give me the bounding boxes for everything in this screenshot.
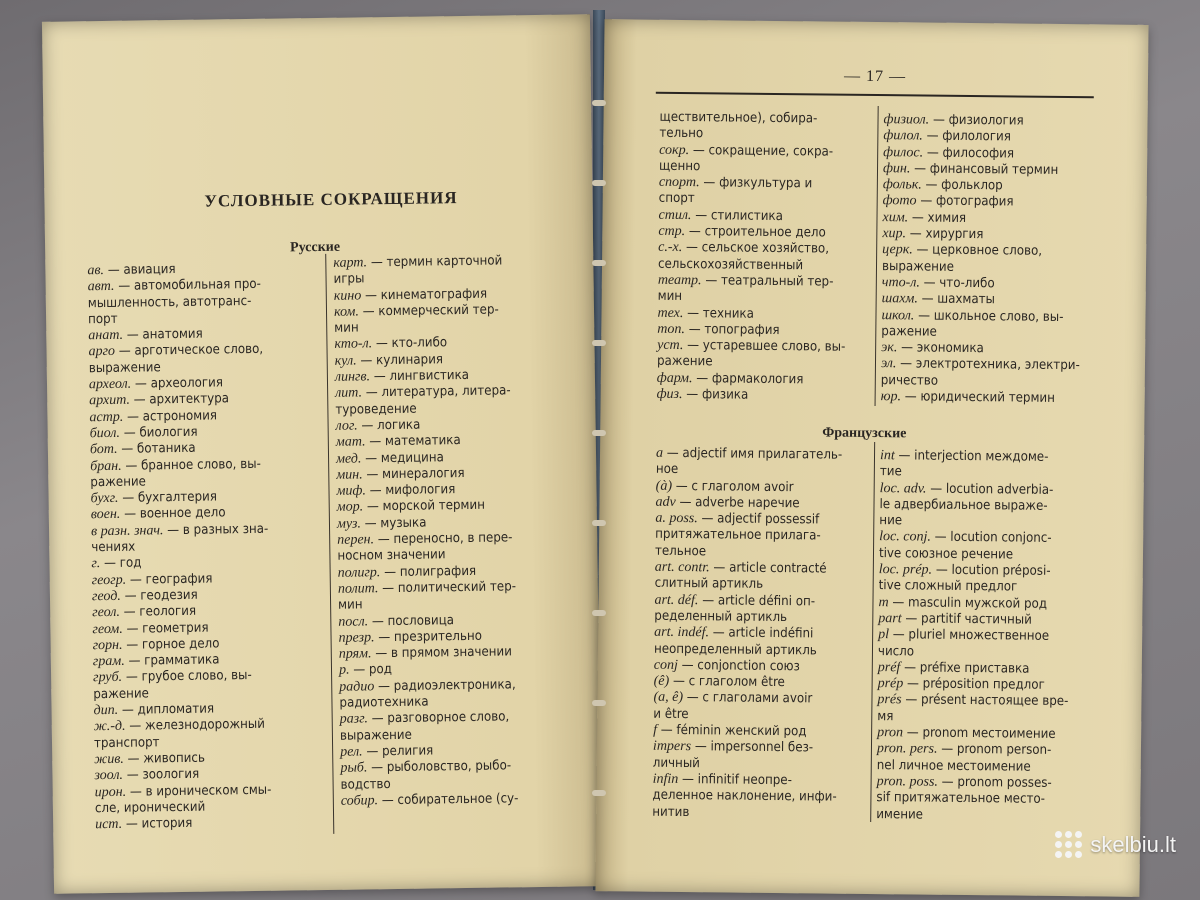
abbreviation-definition: притяжательное прилага- <box>655 527 821 544</box>
abbreviation-term: part <box>878 611 902 627</box>
abbreviation-definition: — pronom posses- <box>941 774 1052 791</box>
abbreviation-term: геод. <box>91 588 121 605</box>
abbreviation-definition: — préfixe приставка <box>904 660 1030 677</box>
abbreviation-definition: слитный артикль <box>654 576 764 593</box>
abbreviation-definition: — филология <box>926 128 1011 145</box>
abbreviation-term: презр. <box>338 630 375 646</box>
abbreviation-term: зоол. <box>94 768 124 784</box>
abbreviation-term: (a, ê) <box>653 690 684 706</box>
abbreviation-term: филос. <box>883 144 924 161</box>
abbreviation-term: астр. <box>89 409 124 425</box>
abbreviation-definition: деленное наклонение, инфи- <box>652 787 837 805</box>
abbreviation-term: (ê) <box>653 673 670 690</box>
abbreviation-definition: — ботаника <box>121 441 196 458</box>
abbreviation-term: бухг. <box>90 491 119 507</box>
abbreviation-definition: — собирательное (су- <box>381 791 519 808</box>
abbreviation-definition: — церковное слово, <box>916 242 1043 260</box>
abbreviation-entry <box>341 790 581 810</box>
abbreviation-definition: — род <box>353 662 393 679</box>
abbreviation-term: int <box>879 448 895 464</box>
abbreviation-term: хир. <box>882 226 907 242</box>
abbreviation-term: art. indéf. <box>654 624 710 641</box>
abbreviation-term: ж.-д. <box>93 719 126 735</box>
abbreviation-definition: — горное дело <box>126 636 220 653</box>
abbreviation-definition: — féminin женский род <box>660 722 807 740</box>
abbreviation-definition: — locution préposi- <box>935 562 1051 579</box>
abbreviation-definition: — interjection междоме- <box>898 448 1049 465</box>
binding-stitch <box>592 700 606 706</box>
abbreviation-term: фин. <box>882 160 911 177</box>
abbreviations-column <box>881 112 1094 408</box>
abbreviation-definition: — рыболовство, рыбо- <box>371 758 512 776</box>
abbreviation-term: театр. <box>657 272 702 289</box>
section-title-french: Французские <box>822 425 907 442</box>
abbreviation-definition: ражение <box>90 474 147 491</box>
abbreviation-definition: ражение <box>656 354 713 370</box>
abbreviation-definition: — фотография <box>920 193 1014 210</box>
abbreviation-term: рыб. <box>340 760 368 776</box>
binding-stitch <box>592 340 606 346</box>
abbreviation-definition: — литература, литера- <box>365 383 511 401</box>
abbreviation-definition: — медицина <box>365 449 444 466</box>
abbreviation-term: pl <box>878 627 890 643</box>
abbreviation-term: топ. <box>657 321 686 337</box>
abbreviation-definition: — кто-либо <box>375 335 448 352</box>
abbreviation-term: муз. <box>336 516 362 532</box>
abbreviation-term: хим. <box>882 209 909 226</box>
abbreviation-definition: — хирургия <box>909 226 984 243</box>
abbreviation-definition: тельное <box>654 543 707 560</box>
abbreviation-definition: — минералогия <box>366 465 465 483</box>
abbreviation-definition: ределенный артикль <box>654 608 788 626</box>
abbreviation-term: посл. <box>338 613 369 630</box>
abbreviation-definition: — с глаголом avoir <box>675 478 794 495</box>
abbreviation-definition: радиотехника <box>339 694 429 711</box>
abbreviation-definition: — политический тер- <box>382 579 517 597</box>
abbreviation-term: собир. <box>340 793 379 809</box>
abbreviation-term: ком. <box>333 304 360 320</box>
abbreviation-entry <box>877 693 1087 711</box>
abbreviation-definition: — infinitif неопре- <box>681 771 792 789</box>
abbreviation-definition: — impersonnel без- <box>694 739 814 756</box>
abbreviations-column <box>333 252 581 809</box>
abbreviation-definition: и être <box>653 706 689 722</box>
abbreviation-term: что-л. <box>881 275 920 291</box>
abbreviation-definition: — мифология <box>369 482 456 499</box>
abbreviation-term: фото <box>882 193 917 209</box>
abbreviation-term: a. poss. <box>655 510 698 527</box>
abbreviation-definition: — pronom person- <box>941 742 1052 759</box>
abbreviation-definition: — физика <box>686 387 749 403</box>
left-page <box>42 14 602 894</box>
abbreviation-definition: тельно <box>659 126 704 142</box>
abbreviation-term: юр. <box>880 389 902 405</box>
abbreviation-term: ирон. <box>94 784 127 800</box>
abbreviation-term: дип. <box>93 702 119 719</box>
abbreviations-column <box>652 446 868 823</box>
abbreviation-term: полит. <box>337 581 379 597</box>
abbreviation-definition: — бранное слово, вы- <box>125 456 261 474</box>
abbreviation-definition: — юридический термин <box>904 389 1055 406</box>
abbreviation-definition: ричество <box>880 372 939 389</box>
abbreviation-term: физ. <box>656 386 683 403</box>
abbreviation-definition: — adverbe наречие <box>679 494 800 512</box>
abbreviation-definition: tive союзное речение <box>878 545 1014 563</box>
abbreviation-term: impers <box>652 739 692 755</box>
abbreviation-definition: — locution adverbia- <box>930 481 1054 498</box>
abbreviation-definition: — строительное дело <box>688 224 826 241</box>
abbreviation-term: лог. <box>335 418 358 434</box>
abbreviation-term: pron. pers. <box>876 741 938 758</box>
abbreviation-term: conj <box>653 657 679 673</box>
abbreviation-definition: — полиграфия <box>384 563 477 580</box>
abbreviation-term: бран. <box>90 458 122 474</box>
abbreviation-term: шахм. <box>881 291 918 307</box>
abbreviation-term: г. <box>91 556 101 572</box>
abbreviation-definition: спорт <box>658 191 695 207</box>
abbreviation-definition: — pronom местоимение <box>906 725 1056 742</box>
abbreviation-definition: — живопись <box>127 750 205 767</box>
abbreviation-definition: — математика <box>369 433 461 450</box>
abbreviation-definition: ражение <box>93 686 150 702</box>
abbreviation-term: préf <box>877 659 901 676</box>
column-divider <box>325 254 334 834</box>
abbreviation-definition: — музыка <box>364 515 427 532</box>
abbreviation-definition: le адвербиальное выраже- <box>879 496 1048 514</box>
abbreviation-term: церк. <box>882 242 913 258</box>
abbreviation-term: авт. <box>87 279 115 295</box>
abbreviation-entry <box>881 389 1091 407</box>
binding-stitch <box>592 180 606 186</box>
abbreviation-definition: — в прямом значении <box>375 644 513 662</box>
abbreviation-definition: — préposition предлог <box>907 676 1045 693</box>
header-rule <box>656 92 1094 99</box>
abbreviation-term: эк. <box>881 340 898 356</box>
abbreviation-definition: транспорт <box>93 734 160 751</box>
abbreviation-term: разг. <box>339 711 369 728</box>
abbreviation-entry <box>879 497 1089 515</box>
abbreviation-definition: ществительное), собира- <box>659 109 818 127</box>
abbreviation-term: в разн. знач. <box>90 522 164 539</box>
abbreviation-term: геом. <box>92 621 123 637</box>
abbreviation-term: археол. <box>88 376 132 393</box>
abbreviation-entry <box>656 446 868 465</box>
abbreviation-definition: — фольклор <box>925 177 1003 194</box>
binding-stitch <box>592 260 606 266</box>
abbreviation-term: полигр. <box>337 564 381 581</box>
abbreviation-definition: — школьное слово, вы- <box>918 308 1064 325</box>
abbreviation-definition: порт <box>87 311 118 328</box>
abbreviation-definition: — partitif частичный <box>905 611 1032 628</box>
abbreviation-definition: — фармакология <box>696 370 804 388</box>
abbreviation-definition: — masculin мужской род <box>892 594 1048 612</box>
abbreviation-entry <box>876 807 1086 825</box>
abbreviation-term: стр. <box>658 223 686 240</box>
abbreviation-definition: — морской термин <box>366 498 486 515</box>
abbreviation-definition: мышленность, автотранс- <box>87 293 252 311</box>
abbreviation-definition: — бухгалтерия <box>122 489 218 506</box>
abbreviation-definition: — биология <box>123 424 198 441</box>
abbreviation-definition: — философия <box>926 145 1015 162</box>
abbreviation-definition: — кинематография <box>364 286 488 303</box>
abbreviation-term: adv <box>655 494 676 510</box>
abbreviation-definition: мя <box>877 708 894 724</box>
binding-stitch <box>592 100 606 106</box>
abbreviation-term: loc. prép. <box>878 562 933 578</box>
abbreviation-definition: — в ироническом смы- <box>129 782 272 800</box>
abbreviation-definition: — adjectif possessif <box>701 511 820 528</box>
abbreviation-definition: — article défini оп- <box>702 592 816 610</box>
abbreviation-term: loc. conj. <box>879 529 931 546</box>
binding-stitch <box>592 430 606 436</box>
abbreviation-term: архит. <box>89 393 131 409</box>
abbreviation-definition: — в разных зна- <box>167 521 269 538</box>
abbreviation-definition: мин <box>657 289 683 305</box>
abbreviation-definition: — locution conjonc- <box>934 530 1052 547</box>
column-divider <box>875 106 879 406</box>
abbreviation-definition: — дипломатия <box>121 701 215 718</box>
abbreviation-term: мин. <box>336 467 363 483</box>
abbreviation-definition: мин <box>334 320 359 337</box>
abbreviation-definition: — автомобильная про- <box>118 277 262 295</box>
abbreviation-term: art. déf. <box>654 592 699 608</box>
abbreviation-definition: — топография <box>688 321 780 338</box>
abbreviation-definition: — сокращение, сокра- <box>692 142 834 160</box>
right-page <box>595 19 1148 897</box>
abbreviation-definition: — зоология <box>126 766 200 783</box>
abbreviation-definition: личный <box>652 755 701 771</box>
abbreviation-definition: — год <box>103 555 142 572</box>
abbreviation-term: с.-х. <box>658 240 683 256</box>
abbreviation-entry <box>880 448 1090 466</box>
abbreviation-definition: — финансовый термин <box>914 161 1059 178</box>
abbreviation-definition: — кулинария <box>360 352 444 369</box>
abbreviation-term: воен. <box>90 507 121 523</box>
abbreviation-definition: — грубое слово, вы- <box>125 668 252 686</box>
abbreviation-definition: — арготическое слово, <box>118 342 264 360</box>
abbreviation-definition: чениях <box>91 539 136 556</box>
abbreviation-definition: tive сложный предлог <box>878 578 1018 595</box>
abbreviation-term: школ. <box>881 307 915 323</box>
abbreviation-definition: сле, иронический <box>94 799 206 817</box>
abbreviation-definition: — военное дело <box>124 505 226 523</box>
abbreviation-term: геол. <box>92 605 121 621</box>
abbreviation-term: р. <box>338 663 350 679</box>
abbreviation-definition: — лингвистика <box>373 368 470 385</box>
abbreviation-term: грам. <box>92 653 125 670</box>
abbreviation-term: геогр. <box>91 572 127 588</box>
abbreviation-definition: — физиология <box>932 112 1024 129</box>
abbreviation-term: мор. <box>336 499 364 516</box>
abbreviation-term: лингв. <box>334 369 371 385</box>
abbreviation-definition: — коммерческий тер- <box>362 302 499 320</box>
abbreviation-term: ист. <box>95 816 123 833</box>
abbreviation-term: жив. <box>94 751 124 768</box>
abbreviation-entry <box>652 804 864 823</box>
binding-stitch <box>592 790 606 796</box>
abbreviation-term: pron <box>877 725 904 741</box>
abbreviation-definition: ное <box>655 462 679 478</box>
binding-stitch <box>592 520 606 526</box>
abbreviation-definition: — с глаголами avoir <box>686 690 813 707</box>
abbreviation-term: loc. adv. <box>879 480 927 497</box>
abbreviation-definition: — стилистика <box>695 207 783 224</box>
abbreviation-definition: — термин карточной <box>370 253 503 271</box>
abbreviation-term: арго <box>88 344 116 360</box>
abbreviation-definition: sif притяжательное место- <box>876 790 1046 808</box>
abbreviation-definition: — география <box>129 571 213 588</box>
abbreviation-term: стил. <box>658 207 692 223</box>
abbreviation-term: фарм. <box>656 370 693 386</box>
abbreviation-definition: неопределенный артикль <box>653 641 817 658</box>
abbreviation-definition: тие <box>879 464 902 480</box>
abbreviation-definition: — геология <box>123 604 197 621</box>
abbreviation-definition: игры <box>333 271 365 288</box>
abbreviation-entry <box>657 387 869 406</box>
abbreviation-definition: — религия <box>366 743 434 760</box>
abbreviation-term: груб. <box>93 670 123 686</box>
abbreviation-definition: — présent настоящее вре- <box>905 692 1069 710</box>
abbreviation-definition: — экономика <box>901 340 984 357</box>
abbreviation-term: перен. <box>337 532 375 548</box>
abbreviation-term: эл. <box>880 356 897 372</box>
abbreviation-term: рел. <box>340 744 363 760</box>
watermark-text: skelbiu.lt <box>1090 831 1176 857</box>
abbreviation-term: уст. <box>657 337 684 354</box>
abbreviation-definition: — устаревшее слово, вы- <box>687 338 846 355</box>
abbreviation-term: прям. <box>338 646 372 662</box>
page-title: УСЛОВНЫЕ СОКРАЩЕНИЯ <box>204 188 458 211</box>
abbreviation-term: мед. <box>335 451 362 467</box>
abbreviation-definition: — радиоэлектроника, <box>378 677 516 694</box>
abbreviation-term: анат. <box>88 327 124 344</box>
abbreviation-definition: ние <box>879 513 903 529</box>
abbreviation-term: prés <box>877 692 902 708</box>
abbreviation-entry <box>659 126 871 145</box>
abbreviation-definition: — авиация <box>107 262 176 278</box>
page-number: — 17 — <box>843 67 907 86</box>
abbreviation-definition: — химия <box>911 210 967 226</box>
abbreviation-definition: щенно <box>658 158 701 175</box>
binding-stitch <box>592 610 606 616</box>
abbreviation-definition: носном значении <box>337 547 446 565</box>
abbreviation-definition: — электротехника, электри- <box>900 356 1080 374</box>
abbreviation-term: сокр. <box>659 142 690 158</box>
abbreviation-entry <box>658 273 870 292</box>
abbreviation-term: миф. <box>336 483 367 499</box>
abbreviation-term: бот. <box>89 442 118 458</box>
abbreviation-definition: — шахматы <box>921 291 996 308</box>
abbreviation-definition: — архитектура <box>133 391 230 408</box>
abbreviation-term: (à) <box>655 478 673 494</box>
abbreviation-term: a <box>655 445 664 461</box>
abbreviation-term: art. contr. <box>654 559 710 576</box>
abbreviation-definition: сельскохозяйственный <box>657 256 804 273</box>
abbreviation-definition: — article contracté <box>713 560 827 577</box>
abbreviation-definition: — логика <box>361 417 421 434</box>
abbreviation-term: ав. <box>87 263 105 279</box>
abbreviation-term: кул. <box>334 353 357 369</box>
abbreviation-definition: ражение <box>881 323 937 340</box>
abbreviation-definition: — театральный тер- <box>705 273 834 290</box>
abbreviation-definition: — conjonction союз <box>681 657 800 675</box>
section-title-russian: Русские <box>290 239 341 256</box>
abbreviation-term: pron. poss. <box>876 774 939 790</box>
abbreviation-definition: — история <box>125 815 193 832</box>
abbreviation-definition: — с глаголом être <box>672 674 785 691</box>
abbreviation-term: радио <box>339 679 375 695</box>
abbreviations-column <box>876 448 1090 825</box>
abbreviation-definition: выражение <box>881 258 955 275</box>
abbreviation-term: карт. <box>333 255 368 271</box>
abbreviation-definition: выражение <box>88 360 161 377</box>
abbreviation-term: infin <box>652 771 679 787</box>
abbreviation-definition: — железнодорожный <box>129 717 266 735</box>
abbreviation-term: лит. <box>335 385 363 402</box>
abbreviation-definition: — переносно, в пере- <box>377 530 513 548</box>
abbreviation-definition: — археология <box>134 375 224 392</box>
abbreviation-definition: — что-либо <box>923 275 995 292</box>
site-watermark <box>1055 831 1176 858</box>
abbreviation-definition: — adjectif имя прилагатель- <box>666 445 843 463</box>
abbreviation-term: филол. <box>883 128 923 144</box>
abbreviation-definition: водство <box>340 776 391 793</box>
abbreviation-term: спорт. <box>658 174 700 191</box>
abbreviation-definition: — презрительно <box>378 628 483 646</box>
abbreviation-term: f <box>653 722 658 738</box>
abbreviation-term: тех. <box>657 305 684 321</box>
abbreviation-definition: — грамматика <box>128 652 220 669</box>
abbreviation-definition: — разговорное слово, <box>371 709 510 727</box>
abbreviation-term: кино <box>333 288 362 304</box>
abbreviation-definition: — техника <box>687 305 755 322</box>
abbreviation-definition: число <box>877 643 915 660</box>
abbreviation-term: горн. <box>92 637 123 654</box>
abbreviation-term: биол. <box>89 425 121 442</box>
abbreviation-definition: мин <box>338 597 363 614</box>
abbreviation-definition: — геометрия <box>126 620 209 637</box>
abbreviation-definition: нитив <box>652 804 690 820</box>
abbreviation-term: фольк. <box>882 177 922 193</box>
abbreviation-definition: выражение <box>339 727 412 744</box>
abbreviation-definition: — пословица <box>371 612 455 629</box>
abbreviation-definition: — article indéfini <box>712 625 814 642</box>
abbreviations-column <box>87 260 327 834</box>
abbreviation-definition: туроведение <box>335 401 417 418</box>
abbreviation-definition: — сельское хозяйство, <box>685 240 830 257</box>
abbreviation-term: мат. <box>335 434 366 451</box>
abbreviation-term: физиол. <box>883 112 930 128</box>
abbreviation-entry <box>95 814 327 834</box>
abbreviation-definition: — pluriel множественное <box>892 627 1050 645</box>
abbreviation-definition: — анатомия <box>126 326 203 343</box>
dots-logo-icon <box>1055 831 1082 858</box>
abbreviation-definition: — физкультура и <box>703 175 813 192</box>
column-divider <box>870 442 875 822</box>
abbreviation-definition: имение <box>876 806 924 823</box>
abbreviation-term: кто-л. <box>334 336 373 353</box>
abbreviation-term: m <box>878 594 889 610</box>
abbreviation-term: prép <box>877 676 904 692</box>
abbreviations-column <box>657 110 872 406</box>
abbreviation-definition: — геодезия <box>124 587 198 604</box>
abbreviation-definition: nel личное местоимение <box>876 757 1031 775</box>
abbreviation-definition: — астрономия <box>126 408 218 425</box>
